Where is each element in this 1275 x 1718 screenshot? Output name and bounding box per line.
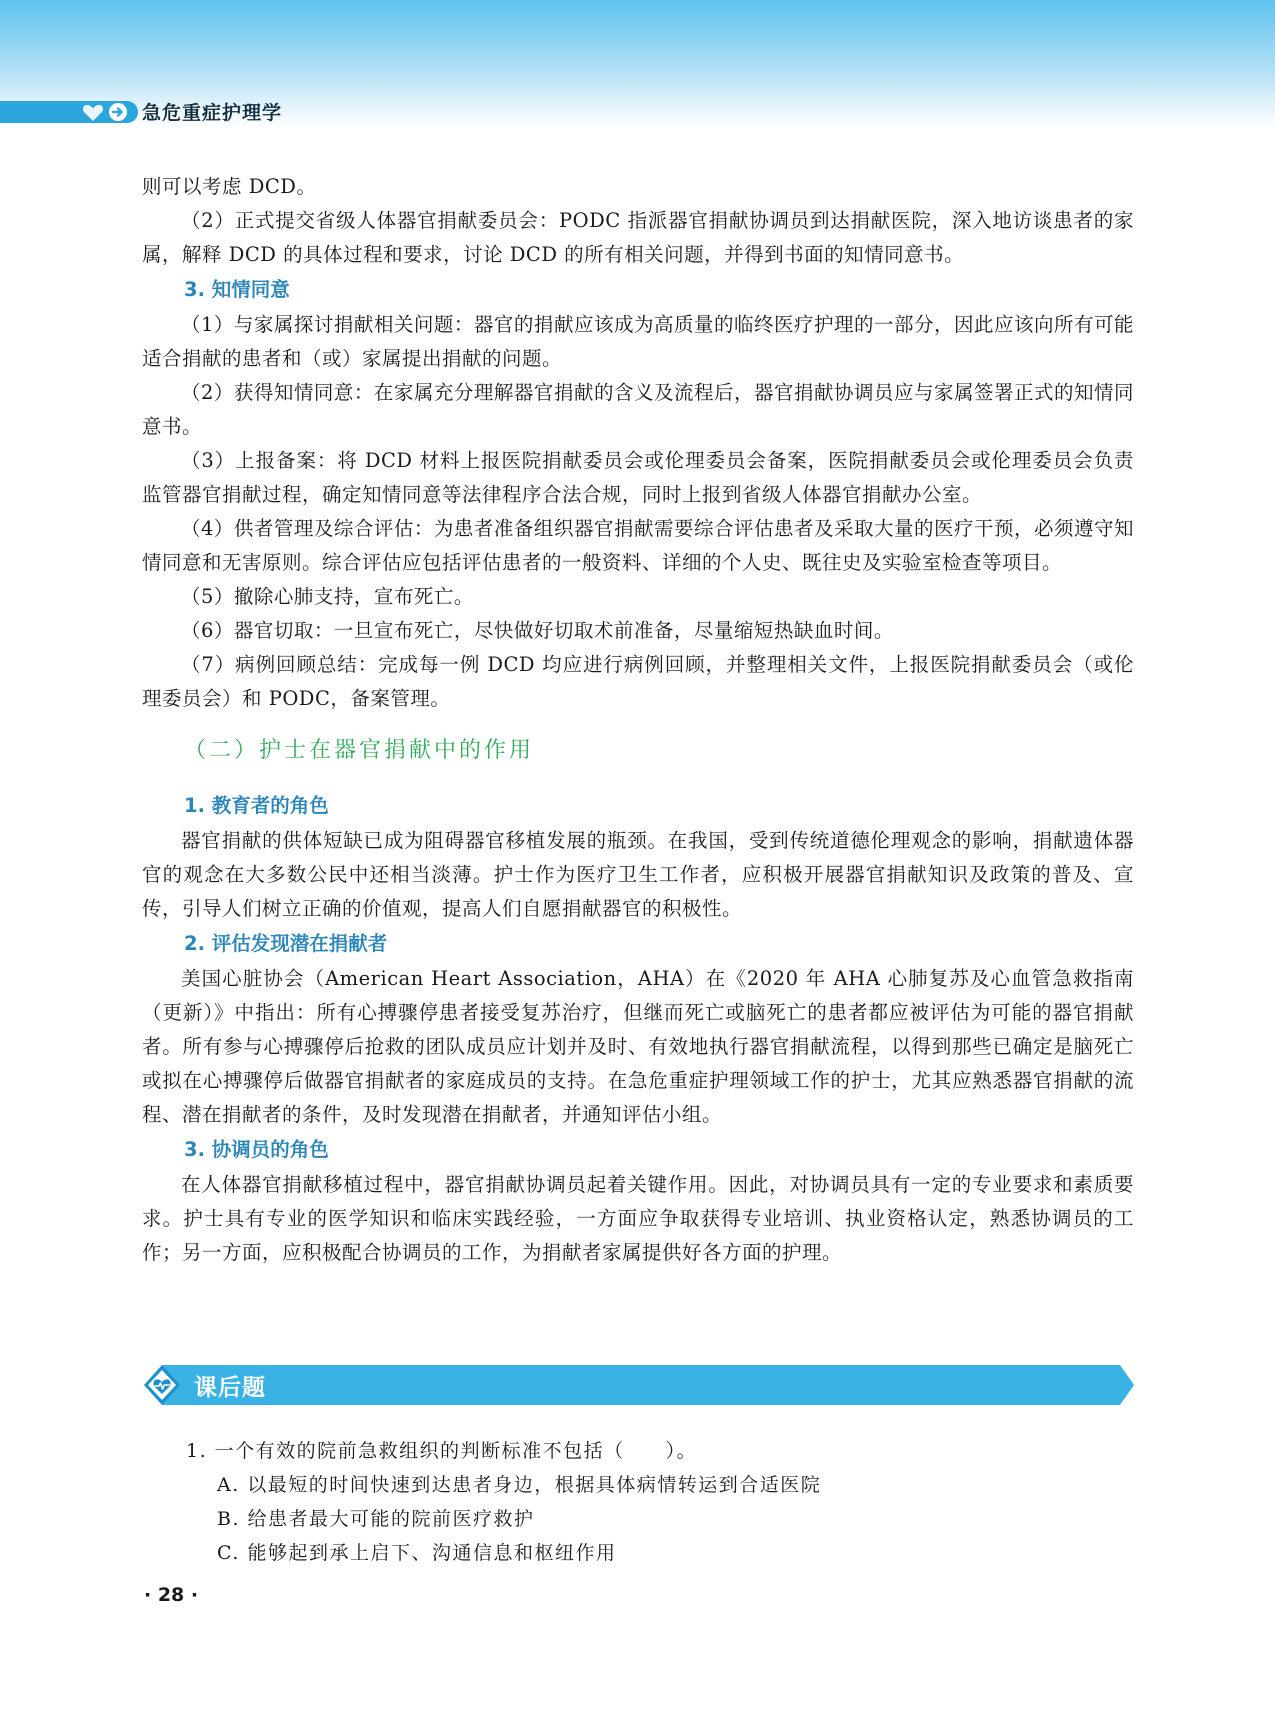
option-a: A. 以最短的时间快速到达患者身边，根据具体病情转运到合适医院 bbox=[217, 1474, 822, 1496]
page-number: · 28 · bbox=[144, 1584, 199, 1606]
heart-icon bbox=[82, 104, 104, 122]
paragraph: 器官捐献的供体短缺已成为阻碍器官移植发展的瓶颈。在我国，受到传统道德伦理观念的影响，捐献遗体器官的观念在大多数公民中还相当淡薄。护士作为医疗卫生工作者，应积极开展器官捐献知识及政策的普及、宣传，引导人们树立正确的价值观，提高人们自愿捐献器官的积极性。 bbox=[142, 829, 1134, 920]
book-title: 急危重症护理学 bbox=[142, 102, 283, 124]
paragraph: （3）上报备案：将 DCD 材料上报医院捐献委员会或伦理委员会备案，医院捐献委员会或伦理委员会负责监管器官捐献过程，确定知情同意等法律程序合法合规，同时上报到省级人体器官捐献办公室。 bbox=[142, 449, 1134, 506]
paragraph: （6）器官切取：一旦宣布死亡，尽快做好切取术前准备，尽量缩短热缺血时间。 bbox=[181, 619, 894, 642]
paragraph: （2）正式提交省级人体器官捐献委员会：PODC 指派器官捐献协调员到达捐献医院，深入地访谈患者的家属，解释 DCD 的具体过程和要求，讨论 DCD 的所有相关问题，并得到书面的知情同意书。 bbox=[142, 209, 1134, 266]
paragraph: （1）与家属探讨捐献相关问题：器官的捐献应该成为高质量的临终医疗护理的一部分，因此应该向所有可能适合捐献的患者和（或）家属提出捐献的问题。 bbox=[142, 313, 1134, 370]
section-heading: 2. 评估发现潜在捐献者 bbox=[184, 932, 388, 955]
main-content bbox=[142, 170, 1134, 1270]
paragraph: （5）撤除心肺支持，宣布死亡。 bbox=[181, 585, 474, 608]
option-c: C. 能够起到承上启下、沟通信息和枢纽作用 bbox=[217, 1542, 617, 1564]
paragraph: （2）获得知情同意：在家属充分理解器官捐献的含义及流程后，器官捐献协调员应与家属签署正式的知情同意书。 bbox=[142, 381, 1134, 438]
paragraph: （4）供者管理及综合评估：为患者准备组织器官捐献需要综合评估患者及采取大量的医疗干预，必须遵守知情同意和无害原则。综合评估应包括评估患者的一般资料、详细的个人史、既往史及实验室检查等项目。 bbox=[142, 517, 1134, 574]
paragraph: （7）病例回顾总结：完成每一例 DCD 均应进行病例回顾，并整理相关文件，上报医院捐献委员会（或伦理委员会）和 PODC，备案管理。 bbox=[142, 653, 1134, 710]
section-heading: 3. 知情同意 bbox=[184, 278, 290, 301]
chapter-section-heading: （二）护士在器官捐献中的作用 bbox=[184, 738, 535, 763]
question-1: 1. 一个有效的院前急救组织的判断标准不包括（ ）。 bbox=[186, 1440, 698, 1462]
paragraph: 则可以考虑 DCD。 bbox=[142, 175, 317, 198]
paragraph: 美国心脏协会（American Heart Association，AHA）在《2020 年 AHA 心肺复苏及心血管急救指南（更新）》中指出：所有心搏骤停患者接受复苏治疗，但继而死亡或脑死亡的患者都应被评估为可能的器官捐献者。所有参与心搏骤停后抢救的团队成员应计划并及时、有效地执行器官捐献流程，以得到那些已确定是脑死亡或拟在心搏骤停后做器官捐献者的家庭成员的支持。在急危重症护理领域工作的护士，尤其应熟悉器官捐献的流程、潜在捐献者的条件，及时发现潜在捐献者，并通知评估小组。 bbox=[142, 967, 1134, 1126]
exercise-title: 课后题 bbox=[194, 1375, 266, 1401]
arrow-right-circle-icon bbox=[108, 102, 128, 122]
section-heading: 3. 协调员的角色 bbox=[184, 1138, 329, 1161]
exercise-banner bbox=[142, 1365, 1134, 1405]
section-heading: 1. 教育者的角色 bbox=[184, 794, 329, 817]
paragraph: 在人体器官捐献移植过程中，器官捐献协调员起着关键作用。因此，对协调员具有一定的专业要求和素质要求。护士具有专业的医学知识和临床实践经验，一方面应争取获得专业培训、执业资格认定，熟悉协调员的工作；另一方面，应积极配合协调员的工作，为捐献者家属提供好各方面的护理。 bbox=[142, 1173, 1134, 1264]
exercise-questions bbox=[186, 1434, 1126, 1570]
option-b: B. 给患者最大可能的院前医疗救护 bbox=[217, 1508, 535, 1530]
banner-shape bbox=[142, 1365, 1134, 1405]
